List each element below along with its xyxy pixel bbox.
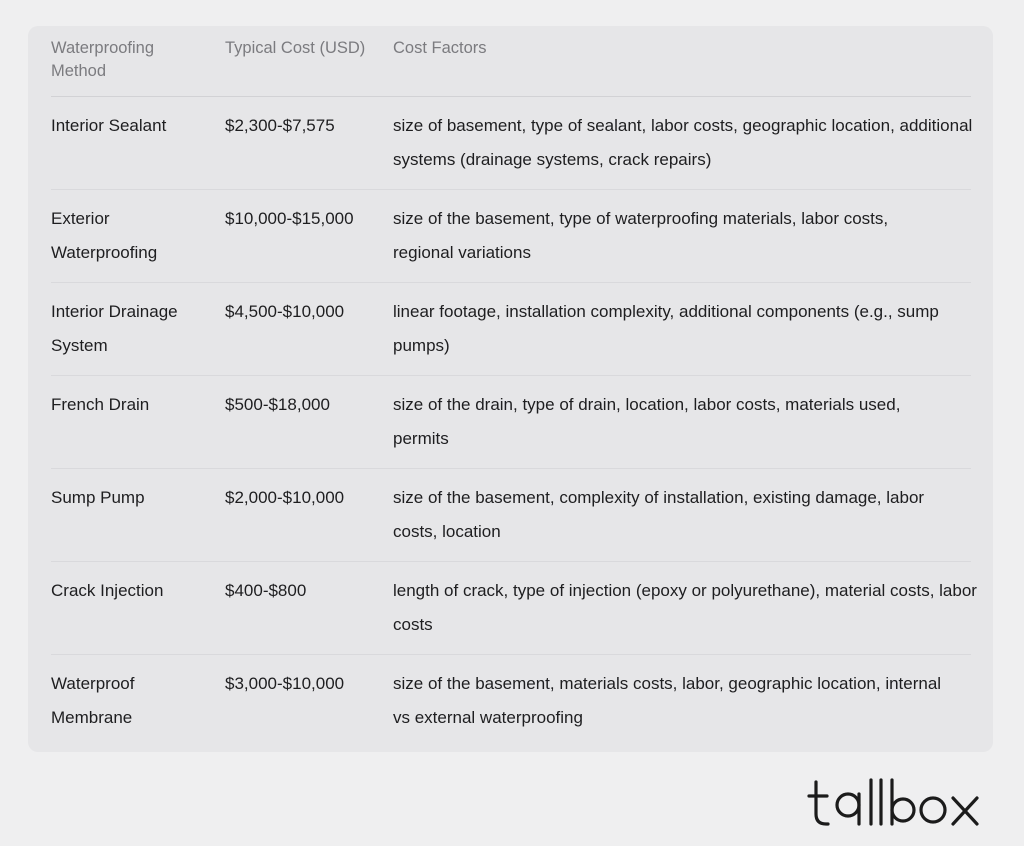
header-cost: Typical Cost (USD): [225, 39, 366, 57]
cost-cell: $2,300-$7,575: [225, 116, 335, 135]
table-row: [51, 562, 977, 655]
method-cell: Sump Pump: [51, 488, 145, 507]
table-row: [51, 283, 971, 376]
factors-cell: size of the drain, type of drain, location, labor costs, materials used, permits: [393, 395, 901, 448]
table-row: [51, 97, 971, 190]
table-row: [51, 376, 971, 469]
cost-cell: $500-$18,000: [225, 395, 330, 414]
table-row: [51, 469, 971, 562]
factors-cell: size of the basement, materials costs, labor, geographic location, internal vs external waterproofing: [393, 674, 942, 727]
method-cell: Waterproof Membrane: [51, 674, 135, 727]
cost-cell: $400-$800: [225, 581, 307, 600]
method-cell: Crack Injection: [51, 581, 164, 600]
method-cell: Exterior Waterproofing: [51, 209, 158, 262]
header-factors: Cost Factors: [393, 39, 487, 57]
cost-cell: $2,000-$10,000: [225, 488, 345, 507]
factors-cell: size of the basement, complexity of installation, existing damage, labor costs, location: [393, 488, 925, 541]
factors-cell: length of crack, type of injection (epoxy or polyurethane), material costs, labor costs: [393, 581, 977, 634]
method-cell: French Drain: [51, 395, 150, 414]
header-method: Waterproofing Method: [51, 39, 155, 80]
factors-cell: size of the basement, type of waterproofing materials, labor costs, regional variations: [393, 209, 889, 262]
cost-cell: $10,000-$15,000: [225, 209, 354, 228]
cost-table: [28, 26, 993, 752]
method-cell: Interior Sealant: [51, 116, 167, 135]
tallbox-logo: [807, 776, 982, 828]
table-header: [51, 26, 971, 97]
factors-cell: size of basement, type of sealant, labor costs, geographic location, additional systems (drainage systems, crack repairs): [393, 116, 973, 169]
method-cell: Interior Drainage System: [51, 302, 178, 355]
factors-cell: linear footage, installation complexity, additional components (e.g., sump pumps): [393, 302, 939, 355]
table-row: [51, 655, 971, 747]
cost-cell: $4,500-$10,000: [225, 302, 345, 321]
table-row: [51, 190, 971, 283]
cost-cell: $3,000-$10,000: [225, 674, 345, 693]
